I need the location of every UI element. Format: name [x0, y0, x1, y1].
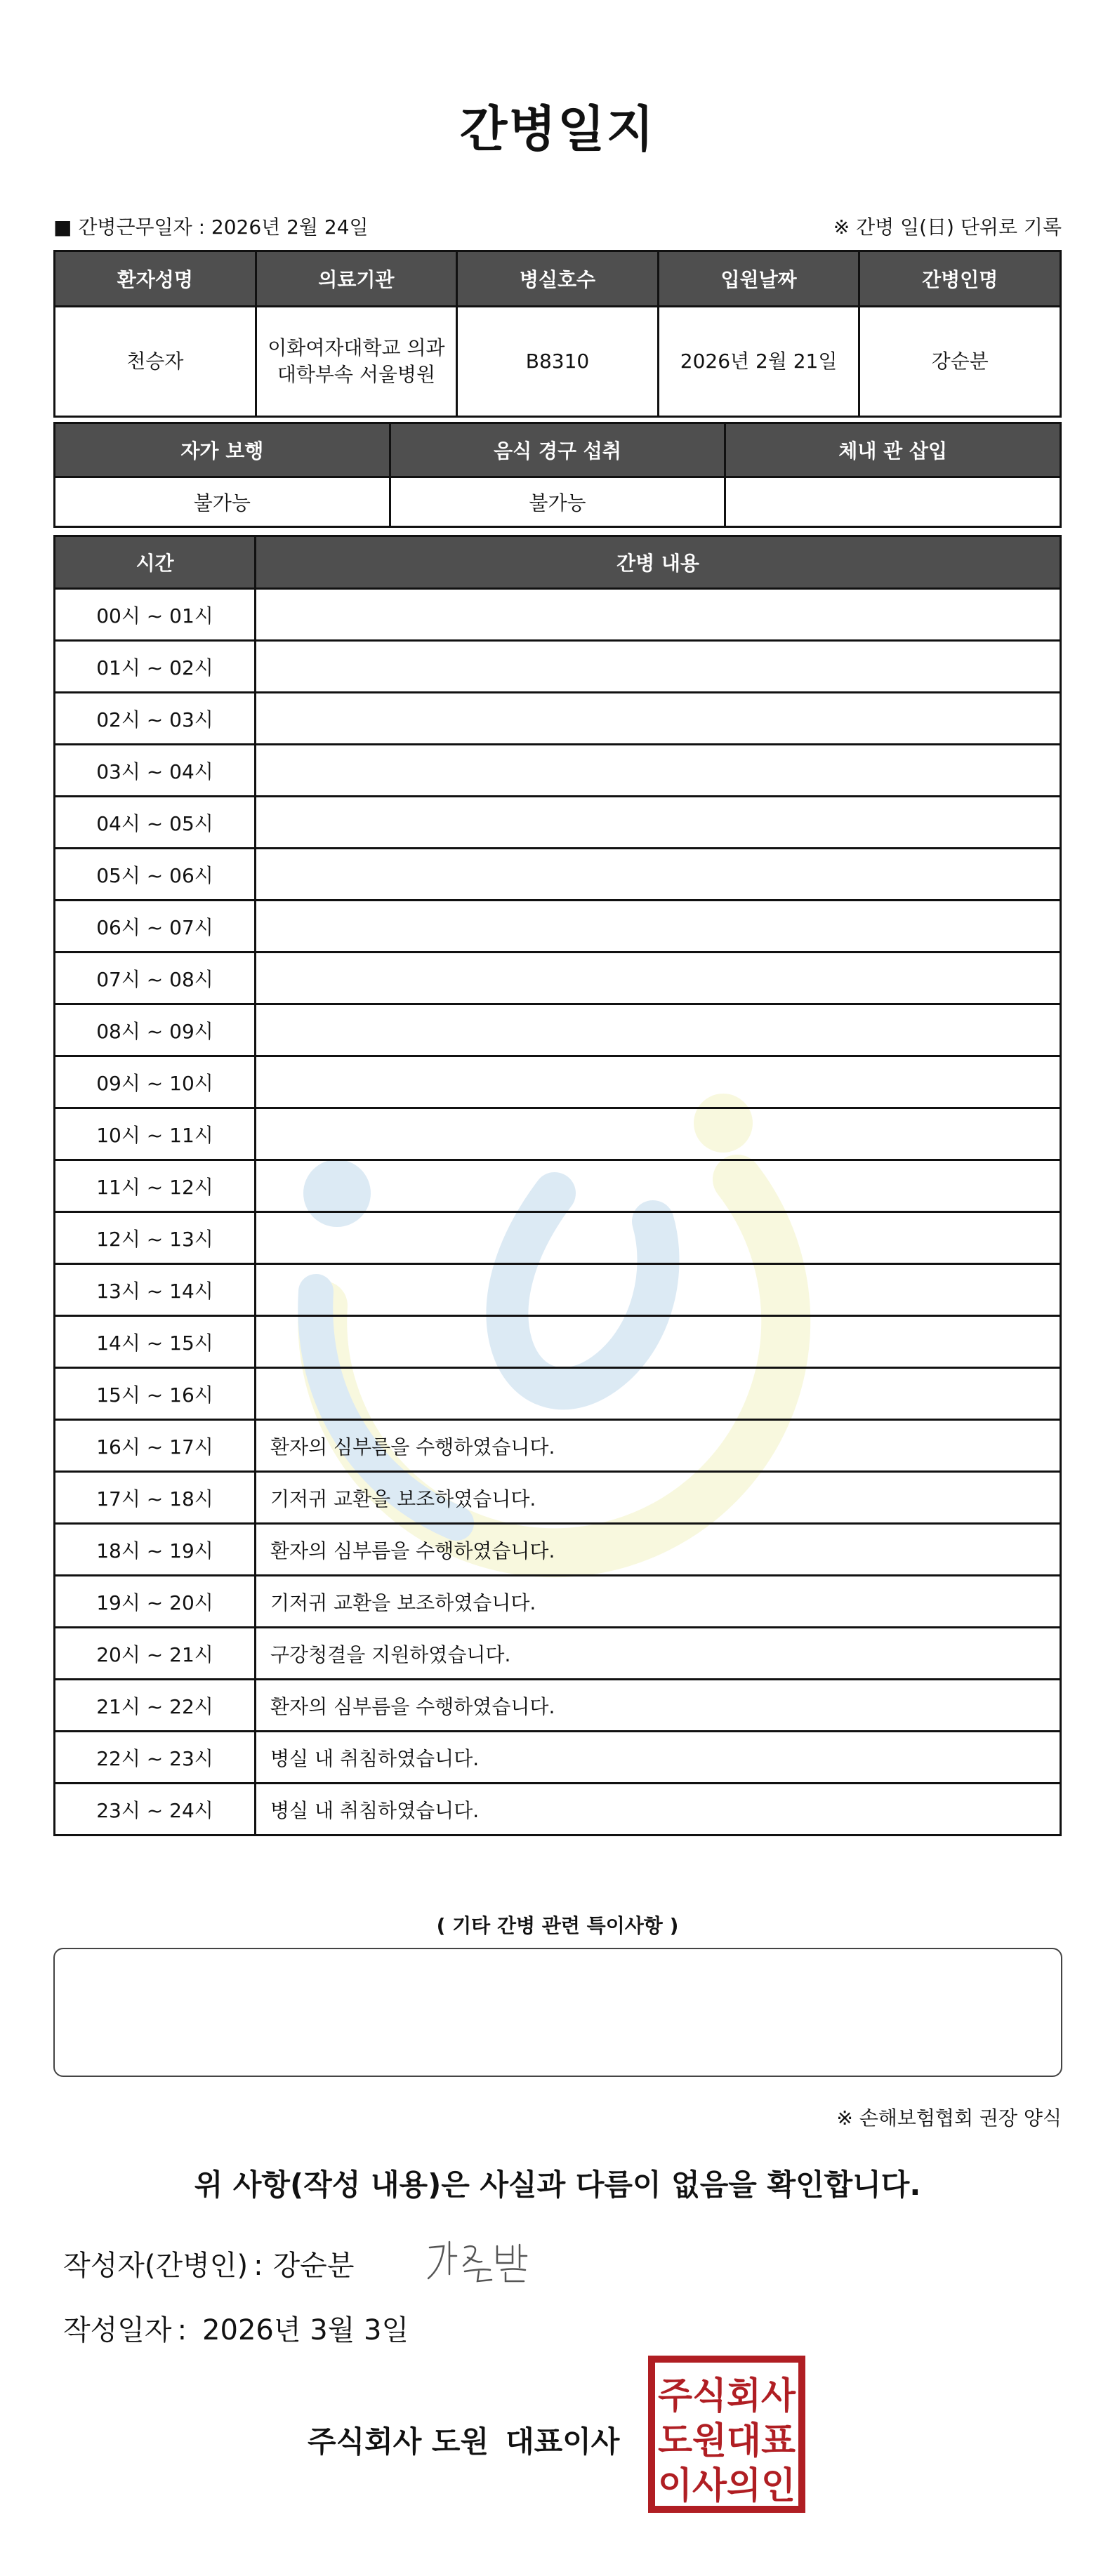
content-cell: 기저귀 교환을 보조하였습니다. [256, 1472, 1061, 1524]
duty-date-label: ■ 간병근무일자 [53, 215, 192, 239]
table-row [55, 1056, 1061, 1108]
table-row [55, 1368, 1061, 1420]
table-row [55, 1524, 1061, 1576]
time-cell: 06시 ~ 07시 [55, 901, 256, 952]
patient-name: 천승자 [55, 307, 256, 417]
header-time: 시간 [55, 536, 256, 589]
table-row [55, 693, 1061, 745]
care-log-table [53, 535, 1062, 1836]
table-row [55, 1680, 1061, 1732]
table-row [55, 1628, 1061, 1680]
time-cell: 19시 ~ 20시 [55, 1576, 256, 1628]
handwritten-signature [421, 2232, 541, 2288]
writer-colon: : [253, 2250, 263, 2282]
time-cell: 01시 ~ 02시 [55, 641, 256, 693]
time-cell: 16시 ~ 17시 [55, 1420, 256, 1472]
table-row [55, 1420, 1061, 1472]
time-cell: 02시 ~ 03시 [55, 693, 256, 745]
content-cell [256, 849, 1061, 901]
patient-info-header-row [55, 251, 1061, 307]
time-cell: 10시 ~ 11시 [55, 1108, 256, 1160]
header-self-walking: 자가 보행 [55, 423, 390, 477]
status-header-row [55, 423, 1061, 477]
content-cell [256, 952, 1061, 1004]
time-cell: 14시 ~ 15시 [55, 1316, 256, 1368]
time-cell: 21시 ~ 22시 [55, 1680, 256, 1732]
tube-insertion-value [725, 477, 1061, 527]
time-cell: 07시 ~ 08시 [55, 952, 256, 1004]
table-row [55, 1784, 1061, 1835]
time-cell: 17시 ~ 18시 [55, 1472, 256, 1524]
table-row [55, 1108, 1061, 1160]
table-row [55, 589, 1061, 641]
content-cell: 환자의 심부름을 수행하였습니다. [256, 1420, 1061, 1472]
written-date-value: 2026년 3월 3일 [202, 2314, 409, 2346]
writer-line [63, 2243, 354, 2283]
content-cell [256, 1108, 1061, 1160]
time-cell: 03시 ~ 04시 [55, 745, 256, 797]
company-seal-stamp [647, 2355, 806, 2514]
room-number: B8310 [457, 307, 659, 417]
table-row [55, 745, 1061, 797]
time-cell: 23시 ~ 24시 [55, 1784, 256, 1835]
oral-intake-value: 불가능 [390, 477, 725, 527]
time-cell: 18시 ~ 19시 [55, 1524, 256, 1576]
header-care-content: 간병 내용 [256, 536, 1061, 589]
caregiver-name: 강순분 [859, 307, 1061, 417]
self-walking-value: 불가능 [55, 477, 390, 527]
duty-date-value: 2026년 2월 24일 [211, 215, 369, 239]
table-row [55, 849, 1061, 901]
header-caregiver-name: 간병인명 [859, 251, 1061, 307]
time-cell: 05시 ~ 06시 [55, 849, 256, 901]
table-row [55, 1576, 1061, 1628]
table-row [55, 952, 1061, 1004]
content-cell [256, 901, 1061, 952]
time-cell: 22시 ~ 23시 [55, 1732, 256, 1784]
time-cell: 04시 ~ 05시 [55, 797, 256, 849]
table-row [55, 1004, 1061, 1056]
content-cell [256, 797, 1061, 849]
content-cell [256, 1212, 1061, 1264]
writer-name: 강순분 [272, 2250, 355, 2282]
page-title: 간병일지 [459, 100, 656, 158]
svg-text:이사의인: 이사의인 [658, 2465, 796, 2507]
header-admission-date: 입원날짜 [658, 251, 859, 307]
company-line [308, 2419, 619, 2461]
header-tube-insertion: 체내 관 삽입 [725, 423, 1061, 477]
content-cell [256, 1160, 1061, 1212]
care-log-header-row [55, 536, 1061, 589]
time-cell: 11시 ~ 12시 [55, 1160, 256, 1212]
table-row [55, 1264, 1061, 1316]
patient-status-table [53, 422, 1062, 528]
table-row [55, 1472, 1061, 1524]
content-cell [256, 1368, 1061, 1420]
status-value-row [55, 477, 1061, 527]
table-row [55, 1212, 1061, 1264]
writer-label: 작성자(간병인) [63, 2250, 249, 2282]
duty-date-colon: : [198, 215, 211, 239]
table-row [55, 1160, 1061, 1212]
header-patient-name: 환자성명 [55, 251, 256, 307]
time-cell: 13시 ~ 14시 [55, 1264, 256, 1316]
content-cell [256, 693, 1061, 745]
patient-info-value-row [55, 307, 1061, 417]
time-cell: 12시 ~ 13시 [55, 1212, 256, 1264]
patient-info-table [53, 250, 1062, 418]
content-cell [256, 745, 1061, 797]
content-cell [256, 1264, 1061, 1316]
svg-text:도원대표: 도원대표 [658, 2420, 796, 2462]
content-cell [256, 641, 1061, 693]
svg-text:주식회사: 주식회사 [658, 2375, 796, 2417]
written-date-line [63, 2308, 409, 2348]
company-name: 주식회사 도원 [308, 2424, 489, 2459]
table-row [55, 1316, 1061, 1368]
table-row [55, 641, 1061, 693]
confirmation-statement: 위 사항(작성 내용)은 사실과 다름이 없음을 확인합니다. [194, 2167, 921, 2202]
content-cell [256, 1056, 1061, 1108]
time-cell: 15시 ~ 16시 [55, 1368, 256, 1420]
written-date-label: 작성일자 [63, 2314, 172, 2346]
special-notes-heading: ( 기타 간병 관련 특이사항 ) [436, 1914, 679, 1937]
hospital-name: 이화여자대학교 의과대학부속 서울병원 [256, 307, 457, 417]
table-row [55, 1732, 1061, 1784]
table-row [55, 901, 1061, 952]
form-source-note: ※ 손해보험협회 권장 양식 [836, 2106, 1062, 2130]
unit-note: ※ 간병 일(日) 단위로 기록 [833, 215, 1062, 239]
header-room-number: 병실호수 [457, 251, 659, 307]
time-cell: 09시 ~ 10시 [55, 1056, 256, 1108]
time-cell: 00시 ~ 01시 [55, 589, 256, 641]
content-cell [256, 1316, 1061, 1368]
header-hospital: 의료기관 [256, 251, 457, 307]
content-cell: 병실 내 취침하였습니다. [256, 1784, 1061, 1835]
time-cell: 20시 ~ 21시 [55, 1628, 256, 1680]
time-cell: 08시 ~ 09시 [55, 1004, 256, 1056]
company-representative-title: 대표이사 [506, 2424, 620, 2459]
content-cell: 기저귀 교환을 보조하였습니다. [256, 1576, 1061, 1628]
content-cell: 환자의 심부름을 수행하였습니다. [256, 1680, 1061, 1732]
content-cell: 병실 내 취침하였습니다. [256, 1732, 1061, 1784]
duty-date-line [53, 212, 369, 240]
written-date-colon: : [177, 2314, 187, 2346]
content-cell [256, 1004, 1061, 1056]
admission-date: 2026년 2월 21일 [658, 307, 859, 417]
table-row [55, 797, 1061, 849]
special-notes-box [53, 1948, 1062, 2077]
header-oral-intake: 음식 경구 섭취 [390, 423, 725, 477]
content-cell [256, 589, 1061, 641]
content-cell: 구강청결을 지원하였습니다. [256, 1628, 1061, 1680]
content-cell: 환자의 심부름을 수행하였습니다. [256, 1524, 1061, 1576]
